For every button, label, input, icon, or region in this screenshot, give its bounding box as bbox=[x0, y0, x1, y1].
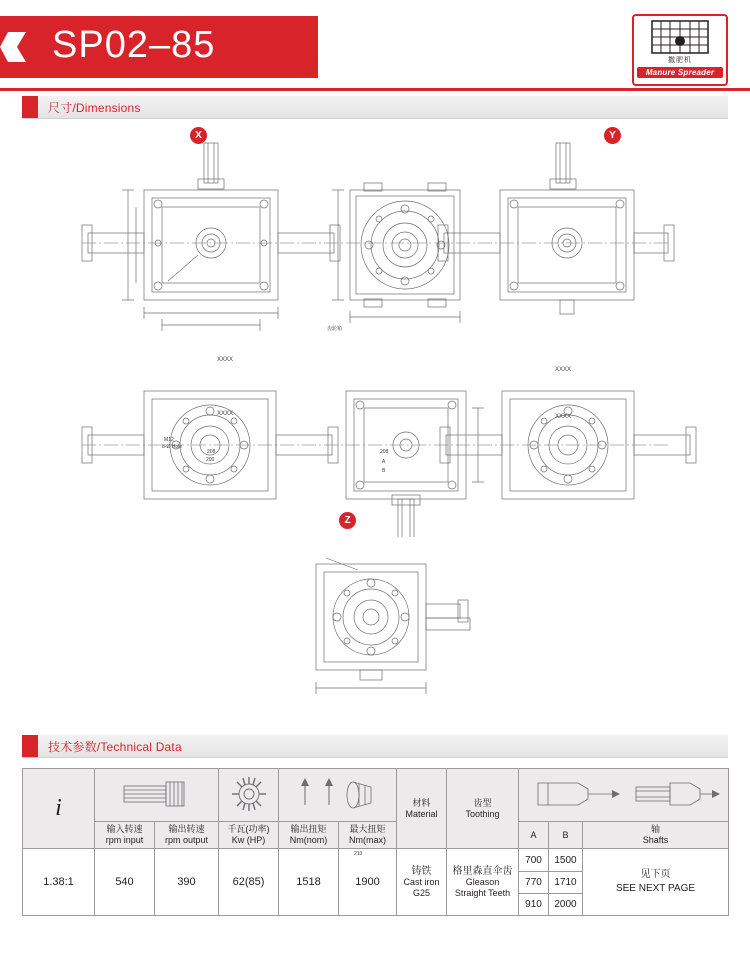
header-power-en: Kw (HP) bbox=[231, 835, 266, 845]
cell-material-en1: Cast iron bbox=[403, 876, 440, 887]
header-shafts-en: Shafts bbox=[642, 835, 669, 845]
ratio-symbol-icon: i bbox=[23, 769, 95, 849]
drawing-dim-208: 208 bbox=[207, 449, 216, 455]
cell-torque-nom: 1518 bbox=[279, 849, 339, 916]
toothing-header-cell bbox=[447, 769, 519, 849]
technical-section-header bbox=[22, 735, 728, 758]
view-badge-z: Z bbox=[339, 512, 356, 529]
header-shafts bbox=[583, 822, 729, 849]
cell-toothing-cn: 格里森直伞齿 bbox=[452, 865, 513, 877]
drawing-row-top bbox=[22, 135, 728, 355]
technical-data-table-wrapper bbox=[22, 768, 728, 916]
material-header-cell bbox=[397, 769, 447, 849]
cell-a-2: 770 bbox=[519, 872, 548, 894]
header-rpm-output-cn: 输出转速 bbox=[168, 824, 205, 834]
table-header-row bbox=[23, 822, 729, 849]
header-rpm-output bbox=[155, 822, 219, 849]
page-title: SP02–85 bbox=[52, 24, 216, 66]
header-torque-nom-en: Nm(nom) bbox=[289, 835, 328, 845]
brand-logo bbox=[632, 14, 728, 86]
material-header-en: Material bbox=[405, 808, 438, 819]
cell-material-cn: 铸铁 bbox=[411, 865, 432, 877]
drawing-dim-210: 210 bbox=[354, 851, 363, 857]
cell-torque-max: 1900 bbox=[339, 849, 397, 916]
cell-b-1: 1500 bbox=[549, 850, 582, 872]
cell-a-values bbox=[519, 849, 549, 916]
header-power-cn: 千瓦(功率) bbox=[227, 824, 270, 834]
material-header-cn: 材料 bbox=[412, 797, 431, 808]
cell-b-3: 2000 bbox=[554, 898, 577, 910]
cell-toothing-en2: Straight Teeth bbox=[454, 887, 511, 898]
cell-toothing-en1: Gleason bbox=[465, 876, 500, 887]
input-shaft-icon bbox=[95, 769, 219, 822]
cell-a-3: 910 bbox=[525, 898, 542, 910]
header-rpm-input bbox=[95, 822, 155, 849]
header-shafts-cn: 轴 bbox=[650, 824, 660, 834]
header-rpm-output-en: rpm output bbox=[164, 835, 209, 845]
drawing-dim-200: 200 bbox=[206, 457, 215, 463]
drawing-note-gearbox: 齿轮箱 bbox=[327, 326, 343, 332]
drawing-row-bottom bbox=[280, 552, 500, 702]
dimensions-section-header bbox=[22, 96, 728, 119]
model-banner bbox=[0, 16, 318, 78]
brand-name-cn: 撒肥机 bbox=[668, 57, 692, 64]
cell-shafts-cn: 见下页 bbox=[640, 869, 671, 880]
header-torque-max-en: Nm(max) bbox=[349, 835, 386, 845]
header-a: A bbox=[519, 822, 549, 849]
drawing-dim-208-b: 208 bbox=[380, 449, 389, 455]
dimensions-section-title: 尺寸/Dimensions bbox=[48, 100, 141, 115]
header-torque-max-cn: 最大扭矩 bbox=[349, 824, 386, 834]
view-badge-y: Y bbox=[604, 127, 621, 144]
header-torque-nom-cn: 输出扭矩 bbox=[290, 824, 327, 834]
brand-name-en: Manure Spreader bbox=[637, 67, 723, 78]
cell-shafts bbox=[583, 849, 729, 916]
cell-material-en2: G25 bbox=[412, 887, 430, 898]
drawing-label-hole-en: 8-Ø Hole bbox=[162, 444, 183, 450]
torque-arrow-icon bbox=[279, 769, 397, 822]
cell-toothing bbox=[447, 849, 519, 916]
cell-power: 62(85) bbox=[219, 849, 279, 916]
cell-rpm-output: 390 bbox=[155, 849, 219, 916]
cell-ratio: 1.38:1 bbox=[23, 849, 95, 916]
drawing-dim-b: B bbox=[382, 468, 386, 474]
cell-shafts-en: SEE NEXT PAGE bbox=[615, 883, 696, 894]
drawing-row-middle bbox=[22, 357, 728, 537]
power-gear-icon bbox=[219, 769, 279, 822]
shafts-icon bbox=[519, 769, 729, 822]
spreader-grid-icon bbox=[651, 20, 709, 54]
drawing-dim-a: A bbox=[382, 459, 386, 465]
table-icon-row bbox=[23, 769, 729, 822]
cell-a-1: 700 bbox=[519, 850, 548, 872]
toothing-header-cn: 齿型 bbox=[473, 797, 492, 808]
cell-material bbox=[397, 849, 447, 916]
drawing-label-xxxx-2: XXXX bbox=[217, 411, 234, 417]
cell-b-2: 1710 bbox=[549, 872, 582, 894]
header-torque-nom bbox=[279, 822, 339, 849]
drawing-label-hole-cn: M12 bbox=[164, 437, 174, 443]
drawing-label-xxxx-3: XXXX bbox=[555, 367, 572, 373]
drawing-label-xxxx-4: XXXX bbox=[555, 414, 572, 420]
cell-b-values bbox=[549, 849, 583, 916]
toothing-header-en: Toothing bbox=[465, 808, 500, 819]
page-header bbox=[0, 0, 750, 96]
header-power bbox=[219, 822, 279, 849]
header-torque-max bbox=[339, 822, 397, 849]
section-tag bbox=[22, 735, 38, 757]
view-badge-x: X bbox=[190, 127, 207, 144]
header-rpm-input-cn: 输入转速 bbox=[106, 824, 143, 834]
cell-rpm-input: 540 bbox=[95, 849, 155, 916]
header-rpm-input-en: rpm input bbox=[105, 835, 144, 845]
header-divider bbox=[0, 88, 750, 91]
technical-data-table bbox=[22, 768, 729, 916]
section-tag bbox=[22, 96, 38, 118]
table-data-row bbox=[23, 849, 729, 916]
header-b: B bbox=[549, 822, 583, 849]
drawing-label-xxxx-1: XXXX bbox=[217, 357, 234, 363]
arrow-logo-icon bbox=[0, 16, 52, 78]
technical-section-title: 技术参数/Technical Data bbox=[48, 739, 182, 754]
